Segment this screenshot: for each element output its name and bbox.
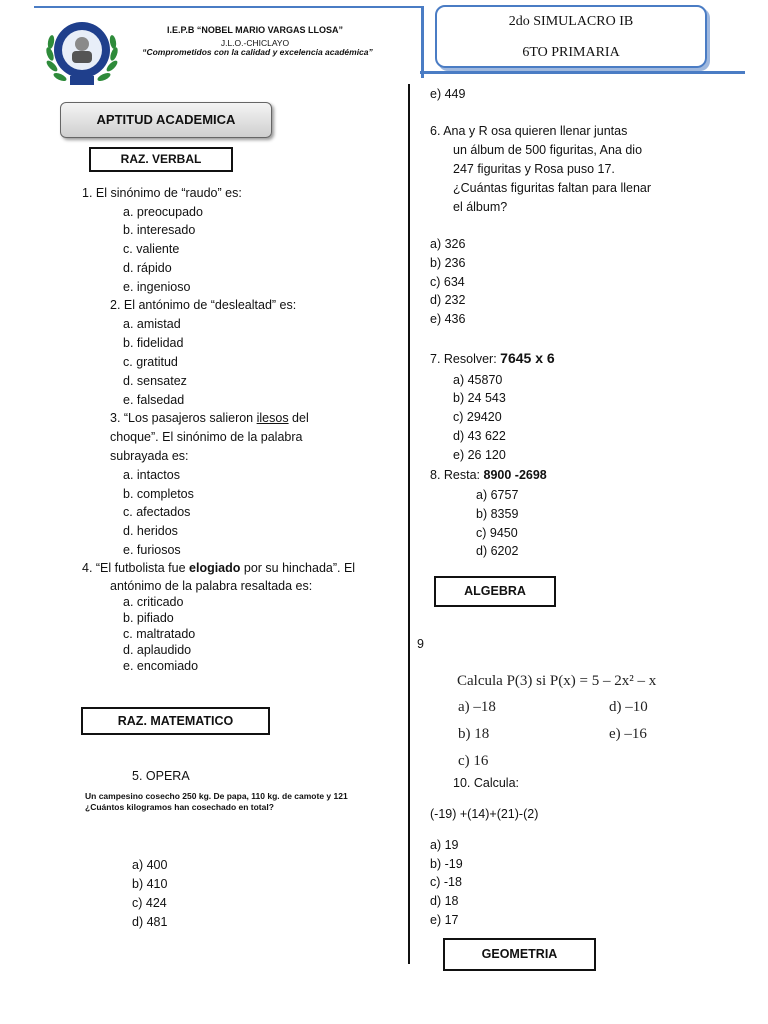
q7-option: c) 29420	[453, 410, 502, 424]
q9-option-d: d) –10	[609, 699, 648, 715]
school-motto: “Comprometidos con la calidad y excelencia académica”	[142, 47, 373, 57]
q5-option: c) 424	[132, 896, 167, 910]
q4-option: c. maltratado	[123, 627, 196, 641]
q4-stem-line2: antónimo de la palabra resaltada es:	[110, 579, 313, 593]
q8-operation: 8900 -2698	[483, 468, 547, 482]
q10-option: a) 19	[430, 838, 459, 852]
exam-title: 2do SIMULACRO IB	[508, 14, 634, 29]
section-aptitud: APTITUD ACADEMICA	[60, 102, 272, 138]
q5-stem: 5. OPERA	[132, 769, 190, 783]
q6-option: e) 436	[430, 312, 466, 326]
q1-option: b. interesado	[123, 223, 196, 237]
q4-bold-word: elogiado	[189, 561, 241, 575]
q3-stem-line3: subrayada es:	[110, 449, 189, 463]
q9-option-a: a) –18	[458, 699, 496, 715]
q10-option: e) 17	[430, 913, 459, 927]
q1-option: a. preocupado	[123, 205, 203, 219]
q6-option: b) 236	[430, 256, 466, 270]
q2-stem: 2. El antónimo de “deslealtad” es:	[110, 298, 297, 312]
q10-expression: (-19) +(14)+(21)-(2)	[430, 807, 539, 821]
q9-option-e: e) –16	[609, 726, 647, 742]
exam-grade: 6TO PRIMARIA	[522, 45, 620, 60]
q6-stem-line1: 6. Ana y R osa quieren llenar juntas	[430, 124, 628, 138]
section-raz-matematico: RAZ. MATEMATICO	[81, 707, 270, 735]
q6-stem-line2: un álbum de 500 figuritas, Ana dio	[453, 143, 643, 157]
q7-option: e) 26 120	[453, 448, 506, 462]
q7-option: d) 43 622	[453, 429, 506, 443]
q10-option: d) 18	[430, 894, 459, 908]
q5-problem-line1: Un campesino cosecho 250 kg. De papa, 110 kg. de camote y 121	[85, 791, 348, 801]
school-city: J.L.O.-CHICLAYO	[220, 38, 290, 48]
q9-stem: Calcula P(3) si P(x) = 5 – 2x² – x	[457, 673, 657, 689]
q2-option: d. sensatez	[123, 374, 187, 388]
q9-option-c: c) 16	[458, 753, 489, 769]
q2-option: c. gratitud	[123, 355, 178, 369]
column-divider	[408, 84, 410, 964]
q6-stem-line5: el álbum?	[453, 200, 508, 214]
q1-option: e. ingenioso	[123, 280, 191, 294]
q10-option: c) -18	[430, 875, 462, 889]
q4-stem-line1: 4. “El futbolista fue elogiado por su hinchada”. El	[82, 561, 356, 575]
q1-option: c. valiente	[123, 242, 180, 256]
q6-option: d) 232	[430, 293, 466, 307]
q1-stem: 1. El sinónimo de “raudo” es:	[82, 186, 242, 200]
q3-option: e. furiosos	[123, 543, 181, 557]
q3-option: d. heridos	[123, 524, 178, 538]
q2-option: b. fidelidad	[123, 336, 184, 350]
q4-option: b. pifiado	[123, 611, 174, 625]
q7-option: a) 45870	[453, 373, 503, 387]
q9-number: 9	[417, 637, 424, 651]
q4-option: d. aplaudido	[123, 643, 192, 657]
q6-option: a) 326	[430, 237, 466, 251]
section-geometria: GEOMETRIA	[443, 938, 596, 971]
q8-stem: 8. Resta: 8900 -2698	[430, 468, 547, 482]
q8-option: a) 6757	[476, 488, 519, 502]
q6-stem-line3: 247 figuritas y Rosa puso 17.	[453, 162, 615, 176]
q5-option-e: e) 449	[430, 87, 466, 101]
q4-option: e. encomiado	[123, 659, 199, 673]
q6-stem-line4: ¿Cuántas figuritas faltan para llenar	[453, 181, 652, 195]
school-name: I.E.P.B “NOBEL MARIO VARGAS LLOSA”	[166, 25, 344, 35]
q5-problem-line2: ¿Cuántos kilogramos han cosechado en total?	[85, 802, 274, 812]
q4-option: a. criticado	[123, 595, 184, 609]
q2-option: e. falsedad	[123, 393, 185, 407]
q3-option: c. afectados	[123, 505, 191, 519]
q1-option: d. rápido	[123, 261, 172, 275]
q8-option: c) 9450	[476, 526, 518, 540]
q3-option: b. completos	[123, 487, 194, 501]
q5-option: a) 400	[132, 858, 168, 872]
school-logo	[42, 14, 122, 92]
section-algebra: ALGEBRA	[434, 576, 556, 607]
q7-option: b) 24 543	[453, 391, 506, 405]
header-underline	[420, 71, 745, 74]
q3-stem-line1: 3. “Los pasajeros salieron ilesos del	[110, 411, 309, 425]
q7-operation: 7645 x 6	[500, 350, 555, 366]
q5-option: b) 410	[132, 877, 168, 891]
q10-option: b) -19	[430, 857, 463, 871]
q8-option: b) 8359	[476, 507, 519, 521]
section-raz-verbal: RAZ. VERBAL	[89, 147, 233, 172]
q5-option: d) 481	[132, 915, 168, 929]
q6-option: c) 634	[430, 275, 465, 289]
q9-option-b: b) 18	[458, 726, 490, 742]
q3-underlined-word: ilesos	[256, 411, 289, 425]
q10-stem: 10. Calcula:	[453, 776, 520, 790]
q3-stem-line2: choque”. El sinónimo de la palabra	[110, 430, 303, 444]
q7-stem: 7. Resolver: 7645 x 6	[430, 350, 555, 366]
q3-option: a. intactos	[123, 468, 180, 482]
q2-option: a. amistad	[123, 317, 181, 331]
q8-option: d) 6202	[476, 544, 519, 558]
